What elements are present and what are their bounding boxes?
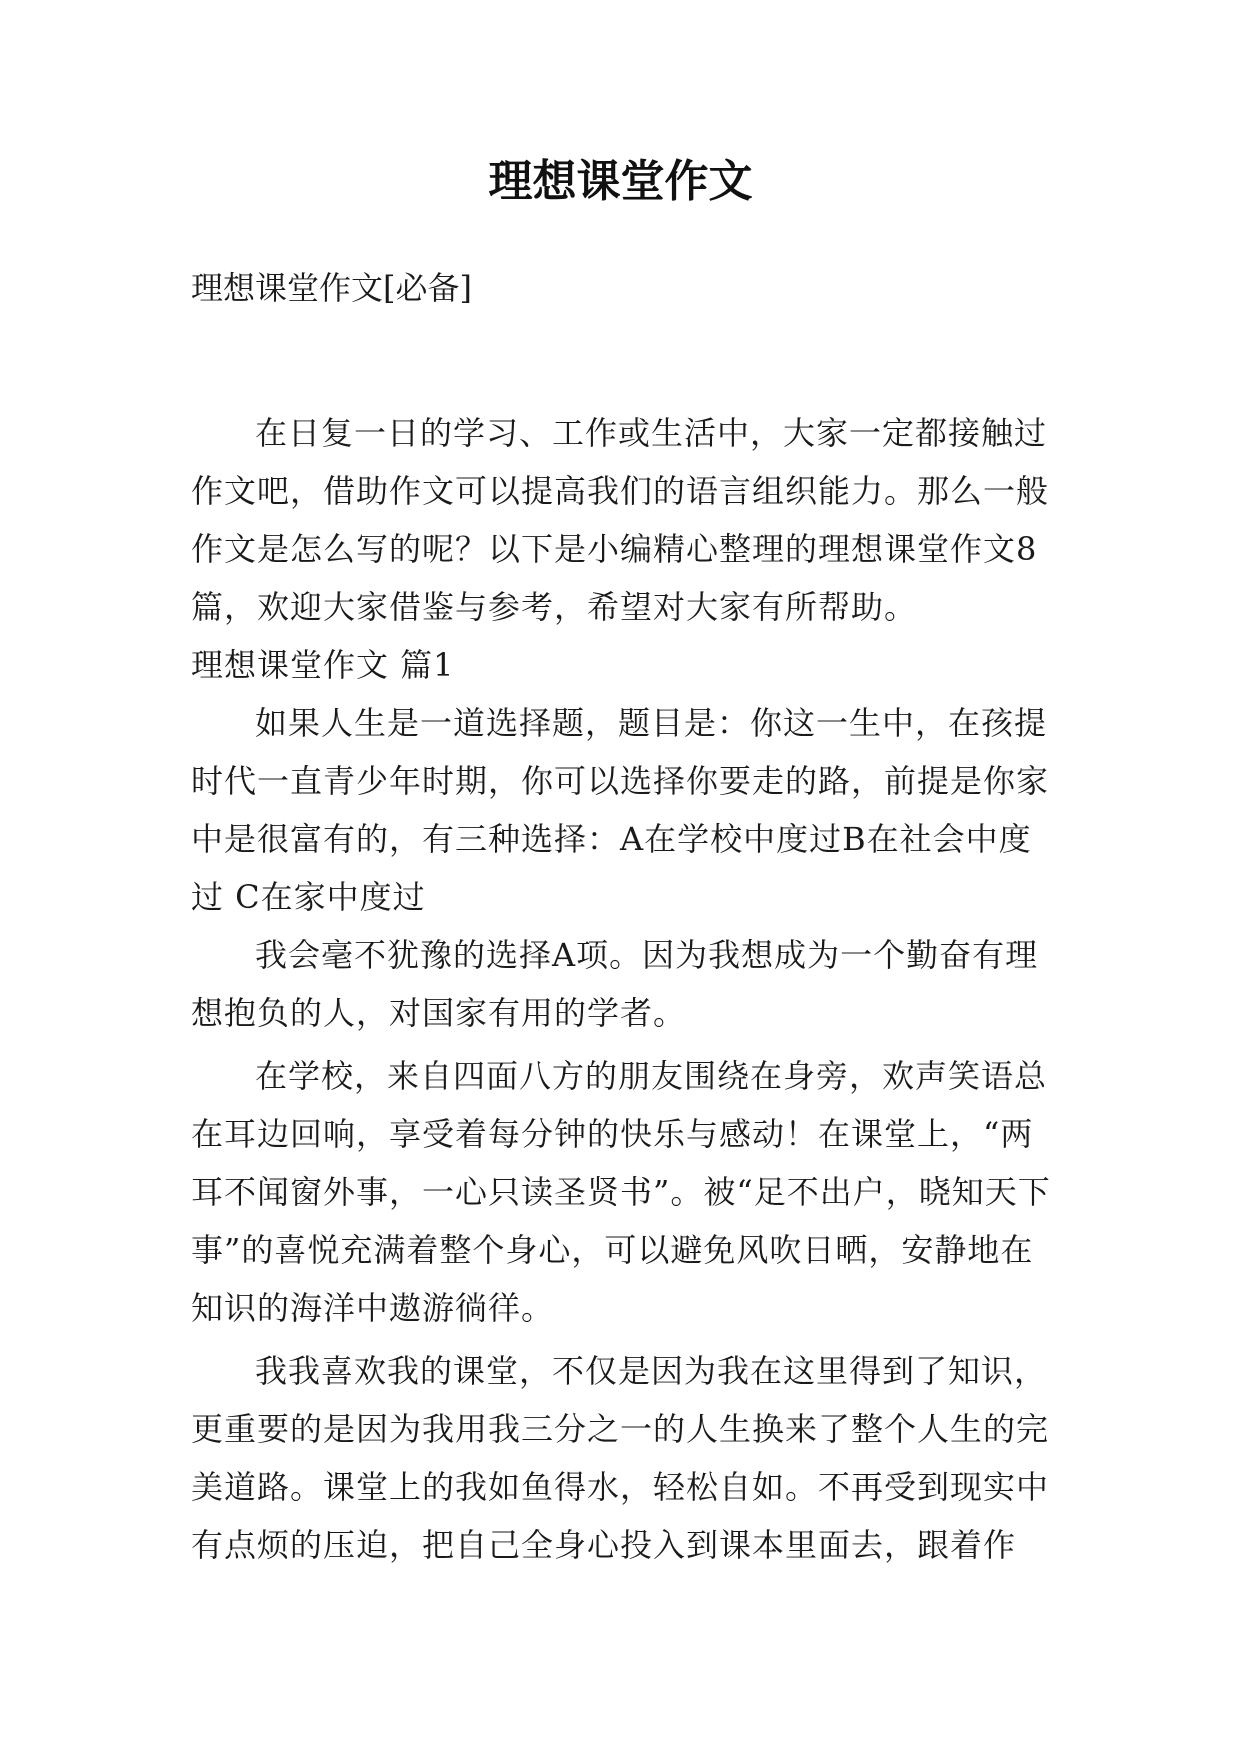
document-title: 理想课堂作文	[488, 156, 753, 207]
body-paragraph-4: 我我喜欢我的课堂，不仅是因为我在这里得到了知识，更重要的是因为我用我三分之一的人生换来了整个人生的完美道路。课堂上的我如鱼得水，轻松自如。不再受到现实中有点烦的压迫，把自己全身心投入到课本里面去，跟着作	[191, 1352, 1050, 1564]
body-paragraph-1: 如果人生是一道选择题，题目是：你这一生中，在孩提时代一直青少年时期，你可以选择你要走的路，前提是你家中是很富有的，有三种选择：A在学校中度过B在社会中度过 C在家中度过	[191, 704, 1050, 916]
document-subtitle: 理想课堂作文[必备]	[191, 269, 472, 307]
body-paragraph-2: 我会毫不犹豫的选择A项。因为我想成为一个勤奋有理想抱负的人，对国家有用的学者。	[191, 936, 1039, 1032]
document-body	[191, 404, 1051, 1574]
section-heading: 理想课堂作文 篇1	[191, 646, 455, 684]
body-paragraph-3: 在学校，来自四面八方的朋友围绕在身旁，欢声笑语总在耳边回响，享受着每分钟的快乐与感动！在课堂上，“两耳不闻窗外事，一心只读圣贤书”。被“足不出户，晓知天下事”的喜悦充满着整个身心，可以避免风吹日晒，安静地在知识的海洋中遨游徜徉。	[191, 1057, 1051, 1327]
intro-paragraph: 在日复一日的学习、工作或生活中，大家一定都接触过作文吧，借助作文可以提高我们的语言组织能力。那么一般作文是怎么写的呢？以下是小编精心整理的理想课堂作文8篇，欢迎大家借鉴与参考，希望对大家有所帮助。	[191, 414, 1050, 626]
